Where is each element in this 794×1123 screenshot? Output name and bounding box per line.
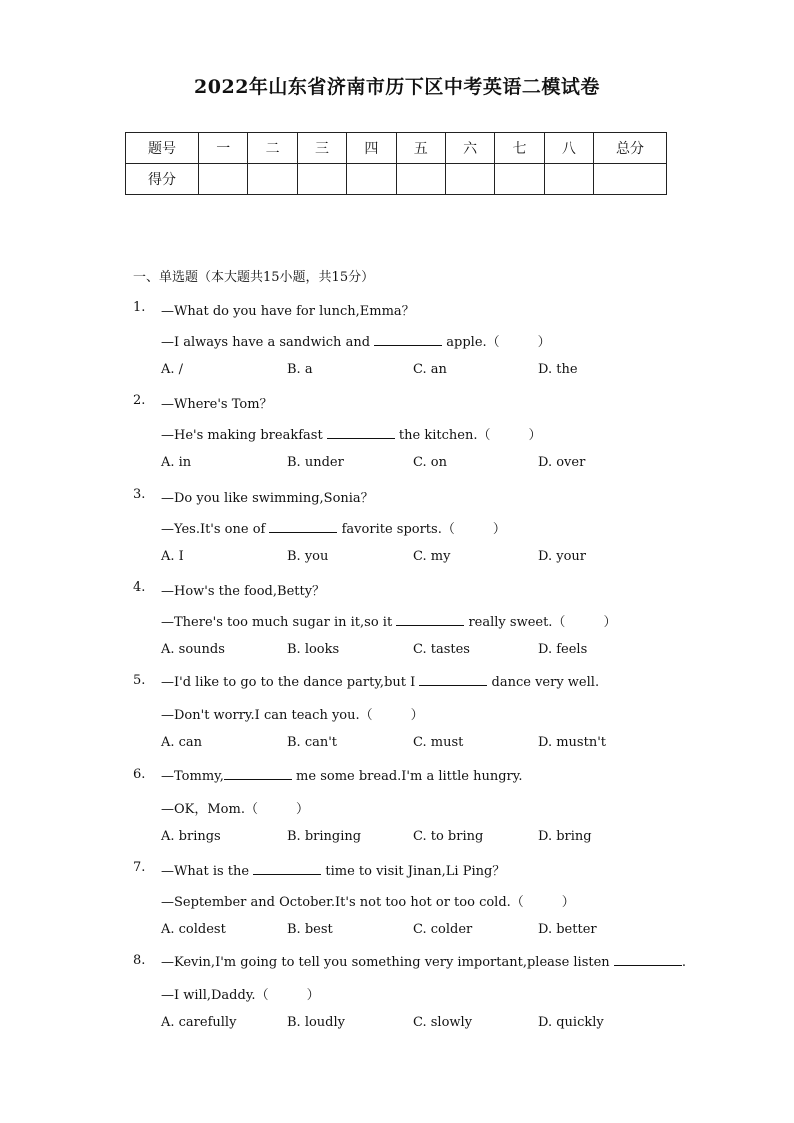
score-table-header-row: [126, 133, 667, 164]
option-c[interactable]: C. to bring: [413, 828, 484, 844]
close-paren: ）: [603, 614, 617, 630]
close-paren: ）: [306, 988, 320, 1004]
question-text: really sweet.（: [464, 614, 566, 630]
question-line-2: [161, 798, 309, 817]
question-text: the kitchen.（: [394, 428, 491, 444]
question-text: —How's the food,Betty？: [161, 583, 326, 599]
score-table-header-cell: 七: [495, 133, 544, 164]
question-line-1: [161, 300, 415, 319]
option-d[interactable]: D. quickly: [538, 1015, 604, 1031]
score-cell: [248, 164, 297, 195]
score-table-header-cell: 二: [248, 133, 297, 164]
question-number: 7.: [133, 859, 146, 875]
score-table-header-cell: 三: [297, 133, 346, 164]
question-line-1: [161, 767, 522, 784]
option-a[interactable]: A. brings: [161, 828, 221, 844]
option-d[interactable]: D. your: [538, 548, 586, 564]
question-text: —OK，Mom.（: [161, 801, 258, 817]
section-heading: 一、单选题（本大题共15小题，共15分）: [133, 270, 375, 285]
question-line-1: [161, 953, 686, 970]
question-text: —Do you like swimming,Sonia？: [161, 490, 374, 506]
question-text: —Don't worry.I can teach you.（: [161, 708, 373, 724]
close-paren: ）: [410, 708, 424, 724]
question-text: me some bread.I'm a little hungry.: [291, 768, 523, 784]
question-number: 5.: [133, 673, 146, 689]
answer-blank[interactable]: [614, 953, 682, 966]
score-table-header-cell: 总分: [594, 133, 667, 164]
question-line-2: [161, 424, 541, 443]
option-a[interactable]: A. sounds: [161, 641, 225, 657]
score-table-header-cell: 五: [396, 133, 445, 164]
question-text: .: [681, 955, 686, 971]
option-b[interactable]: B. looks: [287, 641, 340, 657]
answer-blank[interactable]: [374, 333, 442, 346]
question-line-2: [161, 984, 320, 1003]
question-number: 1.: [133, 300, 146, 315]
question-number: 8.: [133, 953, 146, 969]
option-c[interactable]: C. tastes: [413, 641, 470, 657]
option-c[interactable]: C. on: [413, 455, 447, 471]
option-a[interactable]: A. can: [161, 735, 203, 751]
answer-blank[interactable]: [419, 673, 487, 686]
question-line-2: [161, 611, 616, 630]
option-a[interactable]: A. in: [161, 455, 192, 471]
option-a[interactable]: A. I: [161, 548, 184, 564]
question-number: 4.: [133, 579, 146, 595]
option-b[interactable]: B. you: [287, 548, 329, 564]
score-cell: [495, 164, 544, 195]
close-paren: ）: [295, 801, 309, 817]
close-paren: ）: [528, 428, 542, 444]
score-cell: [445, 164, 494, 195]
question-text: —September and October.It's not too hot or too cold.（: [161, 894, 524, 910]
option-d[interactable]: D. bring: [538, 828, 592, 844]
question-line-2: [161, 518, 506, 537]
question-text: dance very well.: [487, 675, 600, 691]
answer-blank[interactable]: [327, 426, 395, 439]
page-title: 2022年山东省济南市历下区中考英语二模试卷: [194, 76, 600, 98]
answer-blank[interactable]: [253, 862, 321, 875]
option-c[interactable]: C. slowly: [413, 1015, 473, 1031]
question-text: —There's too much sugar in it,so it: [161, 614, 397, 630]
answer-blank[interactable]: [224, 767, 292, 780]
score-table-header-cell: 题号: [126, 133, 199, 164]
question-number: 6.: [133, 766, 146, 782]
option-b[interactable]: B. can't: [287, 735, 338, 751]
question-text: time to visit Jinan,Li Ping？: [321, 863, 506, 879]
option-b[interactable]: B. a: [287, 362, 313, 377]
question-line-2: [161, 704, 424, 723]
question-text: —Tommy,: [161, 768, 224, 784]
option-b[interactable]: B. loudly: [287, 1015, 345, 1031]
close-paren: ）: [561, 894, 575, 910]
question-line-1: [161, 393, 273, 412]
question-number: 3.: [133, 486, 146, 502]
score-table-header-cell: 一: [199, 133, 248, 164]
option-c[interactable]: C. my: [413, 548, 451, 564]
question-text: —Yes.It's one of: [161, 521, 270, 537]
option-d[interactable]: D. feels: [538, 641, 588, 657]
score-table-header-cell: 八: [544, 133, 593, 164]
question-text: apple.（: [442, 335, 500, 350]
question-line-1: [161, 860, 505, 879]
question-text: —What is the: [161, 863, 254, 879]
option-c[interactable]: C. colder: [413, 921, 473, 937]
option-a[interactable]: A. coldest: [161, 921, 226, 937]
question-text: —I always have a sandwich and: [161, 335, 375, 350]
option-a[interactable]: A. /: [161, 362, 184, 377]
question-line-1: [161, 487, 374, 506]
option-d[interactable]: D. the: [538, 362, 578, 377]
option-d[interactable]: D. better: [538, 921, 597, 937]
option-a[interactable]: A. carefully: [161, 1015, 237, 1031]
option-d[interactable]: D. mustn't: [538, 735, 606, 751]
question-text: —Kevin,I'm going to tell you something very important,please listen: [161, 955, 614, 971]
close-paren: ）: [492, 521, 506, 537]
question-line-2: [161, 331, 551, 350]
answer-blank[interactable]: [269, 520, 337, 533]
question-text: —I'd like to go to the dance party,but I: [161, 675, 420, 691]
score-row-label: 得分: [126, 164, 199, 195]
answer-blank[interactable]: [396, 613, 464, 626]
score-cell: [199, 164, 248, 195]
score-table-score-row: [126, 164, 667, 195]
score-table: [125, 132, 667, 195]
question-text: —He's making breakfast: [161, 428, 327, 444]
score-cell: [347, 164, 396, 195]
question-line-1: [161, 580, 325, 599]
question-text: —Where's Tom？: [161, 397, 273, 413]
question-number: 2.: [133, 393, 146, 409]
option-b[interactable]: B. under: [287, 455, 344, 471]
score-cell: [396, 164, 445, 195]
close-paren: ）: [537, 335, 551, 350]
option-d[interactable]: D. over: [538, 455, 586, 471]
question-line-2: [161, 891, 575, 910]
option-b[interactable]: B. best: [287, 921, 333, 937]
question-text: —What do you have for lunch,Emma？: [161, 304, 415, 319]
score-cell: [297, 164, 346, 195]
score-cell: [544, 164, 593, 195]
option-c[interactable]: C. an: [413, 362, 447, 377]
question-line-1: [161, 673, 599, 690]
question-text: favorite sports.（: [337, 521, 455, 537]
question-text: —I will,Daddy.（: [161, 988, 269, 1004]
score-cell: [594, 164, 667, 195]
score-table-header-cell: 六: [445, 133, 494, 164]
score-table-header-cell: 四: [347, 133, 396, 164]
option-c[interactable]: C. must: [413, 735, 464, 751]
option-b[interactable]: B. bringing: [287, 828, 362, 844]
